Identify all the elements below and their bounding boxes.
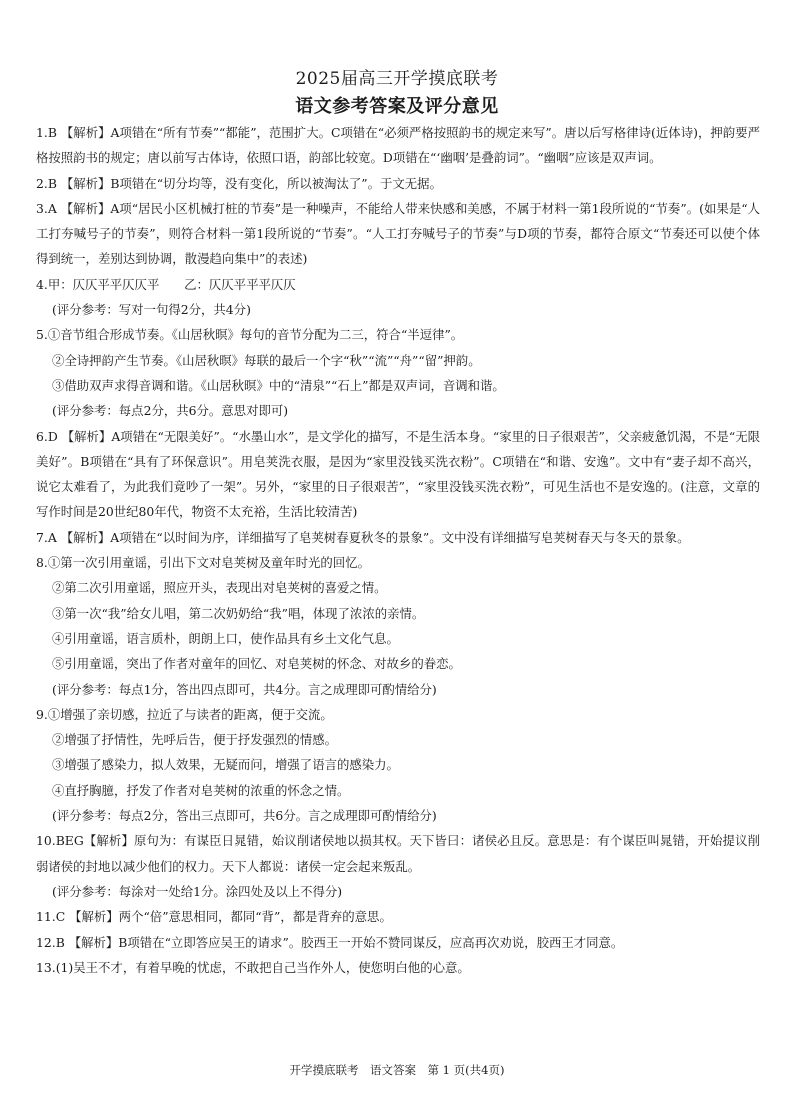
answer-paragraph: ⑤引用童谣，突出了作者对童年的回忆、对皂荚树的怀念、对故乡的眷恋。 <box>52 656 461 672</box>
answer-paragraph: 13.(1)吴王不才，有着早晚的忧虑，不敢把自己当作外人，使您明白他的心意。 <box>36 959 470 975</box>
answer-paragraph: (评分参考：每点1分，答出四点即可，共4分。言之成理即可酌情给分) <box>52 681 437 697</box>
answer-paragraph: (评分参考：每涂对一处给1分。涂四处及以上不得分) <box>52 883 343 899</box>
answer-paragraph: 12.B 【解析】B项错在“立即答应吴王的请求”。胶西王一开始不赞同谋反，应高再次劝说，胶西王才同意。 <box>36 934 624 950</box>
answer-paragraph: 5.①音节组合形成节奏。《山居秋暝》每句的音节分配为二三，符合“半逗律”。 <box>36 327 464 343</box>
answer-paragraph: 7.A 【解析】A项错在“以时间为序，详细描写了皂荚树春夏秋冬的景象”。文中没有详细描写皂荚树春天与冬天的景象。 <box>36 529 690 545</box>
answer-paragraph: 9.①增强了亲切感，拉近了与读者的距离，便于交流。 <box>36 706 333 722</box>
answer-paragraph: ②第二次引用童谣，照应开头，表现出对皂荚树的喜爱之情。 <box>52 580 387 596</box>
answer-paragraph: 6.D 【解析】A项错在“无限美好”。“水墨山水”，是文学化的描写，不是生活本身。“家里的日子很艰苦”，父亲疲惫饥渴，不是“无限美好”。B项错在“具有了环保意识”。用皂荚洗衣服，是因为“家里没钱买洗衣粉”。C项错在“和谐、安逸”。文中有“妻子却不高兴，说它太难看了，为此我们竟吵了一架”。另外，“家里的日子很艰苦”，“家里没钱买洗衣粉”，可见生活也不是安逸的。(注意，文章的写作时间是20世纪80年代，物资不太充裕，生活比较清苦) <box>36 428 760 520</box>
answer-paragraph: ③借助双声求得音调和谐。《山居秋暝》中的“清泉”“石上”都是双声词，音调和谐。 <box>52 377 505 393</box>
answer-paragraph: 8.①第一次引用童谣，引出下文对皂荚树及童年时光的回忆。 <box>36 555 370 571</box>
answer-paragraph: ④直抒胸臆，抒发了作者对皂荚树的浓重的怀念之情。 <box>52 782 350 798</box>
answer-paragraph: 1.B 【解析】A项错在“所有节奏”“都能”，范围扩大。C项错在“必须严格按照韵书的规定来写”。唐以后写格律诗(近体诗)，押韵要严格按照韵书的规定；唐以前写古体诗，依照口语，韵部比较宽。D项错在“‘幽咽’是叠韵词”。“幽咽”应该是双声词。 <box>36 125 760 166</box>
answer-paragraph: 11.C 【解析】两个“倍”意思相同，都同“背”，都是背弃的意思。 <box>36 909 392 925</box>
exam-title: 2025届高三开学摸底联考 <box>295 69 499 89</box>
answer-paragraph: 3.A 【解析】A项“居民小区机械打桩的节奏”是一种噪声，不能给人带来快感和美感，不属于材料一第1段所说的“节奏”。(如果是“人工打夯喊号子的节奏”，则符合材料一第1段所说的“节奏”。“人工打夯喊号子的节奏”与D项的节奏，都符合原文“节奏还可以使个体得到统一，差别达到协调，散漫趋向集中”的表述) <box>36 200 760 267</box>
answer-paragraph: ②增强了抒情性，先呼后告，便于抒发强烈的情感。 <box>52 732 337 748</box>
answer-paragraph: ③增强了感染力，拟人效果，无疑而问，增强了语言的感染力。 <box>52 757 399 773</box>
answer-paragraph: ③第一次“我”给女儿唱，第二次奶奶给“我”唱，体现了浓浓的亲情。 <box>52 605 425 621</box>
answer-paragraph: (评分参考：每点2分，共6分。意思对即可) <box>52 403 289 419</box>
answer-paragraph: 2.B 【解析】B项错在“切分均等，没有变化，所以被淘汰了”。于文无据。 <box>36 175 442 191</box>
answer-list <box>36 120 760 980</box>
document-subtitle: 语文参考答案及评分意见 <box>295 96 499 117</box>
page-footer: 开学摸底联考 语文答案 第 1 页(共4页) <box>289 1063 505 1077</box>
answer-paragraph: (评分参考：每点2分，答出三点即可，共6分。言之成理即可酌情给分) <box>52 808 437 824</box>
answer-paragraph: 4.甲：仄仄平平仄仄平 乙：仄仄平平平仄仄 <box>36 276 296 292</box>
answer-paragraph: ④引用童谣，语言质朴，朗朗上口，使作品具有乡土文化气息。 <box>52 630 399 646</box>
answer-paragraph: (评分参考：写对一句得2分，共4分) <box>52 302 251 318</box>
answer-paragraph: ②全诗押韵产生节奏。《山居秋暝》每联的最后一个字“秋”“流”“舟”“留”押韵。 <box>52 352 481 368</box>
answer-paragraph: 10.BEG【解析】原句为：有谋臣日晁错，始议削诸侯地以损其权。天下皆曰：诸侯必且反。意思是：有个谋臣叫晁错，开始提议削弱诸侯的封地以减少他们的权力。天下人都说：诸侯一定会起来叛乱。 <box>36 833 760 874</box>
